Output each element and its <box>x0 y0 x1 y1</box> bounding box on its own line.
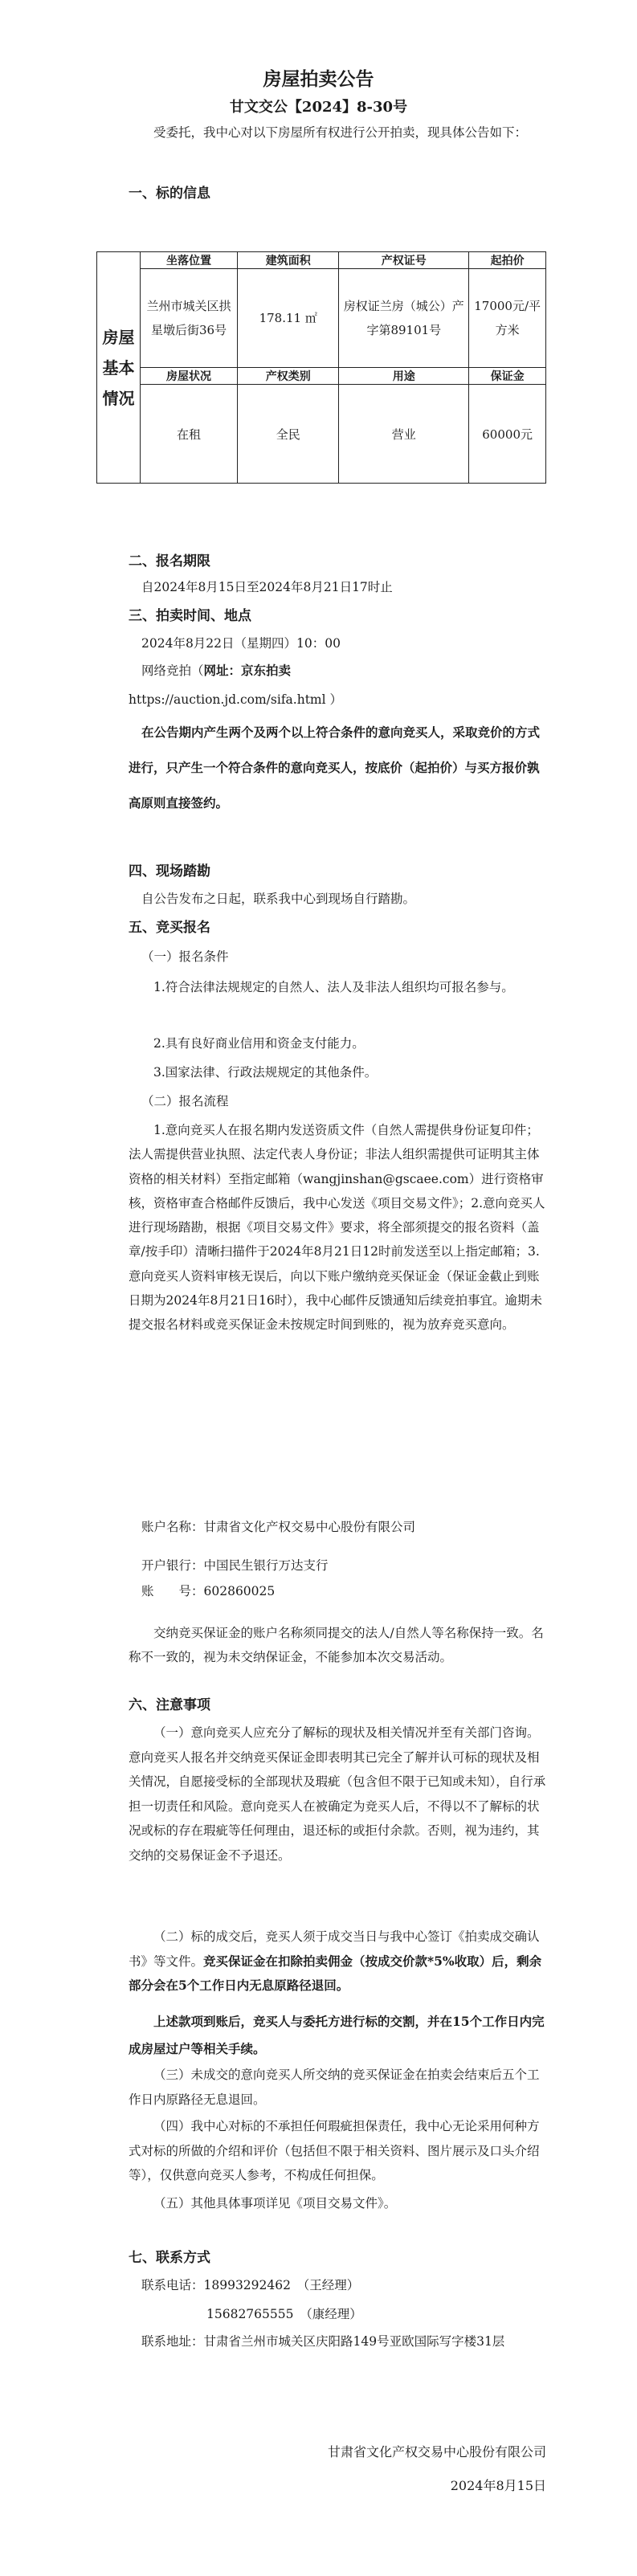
table-cell-start-price: 17000元/平方米 <box>469 269 546 368</box>
announcement-date: 2024年8月15日 <box>450 2478 546 2493</box>
account-note: 交纳竞买保证金的账户名称须同提交的法人/自然人等名称保持一致。名称不一致的，视为未交纳保证金，不能参加本次交易活动。 <box>129 1626 544 1664</box>
notice-5: （五）其他具体事项详见《项目交易文件》。 <box>153 2196 397 2211</box>
table-cell-usage: 营业 <box>339 385 469 484</box>
auction-venue-label: 网络竞拍（ <box>141 663 204 678</box>
table-header-location: 坐落位置 <box>140 252 237 269</box>
contact-phone-1: 联系电话：18993292462 （王经理） <box>141 2278 360 2292</box>
table-header-status: 房屋状况 <box>140 368 237 385</box>
intro-paragraph: 受委托，我中心对以下房屋所有权进行公开拍卖，现具体公告如下： <box>153 125 528 140</box>
table-cell-ownership-type: 全民 <box>238 385 339 484</box>
notice-1: （一）意向竞买人应充分了解标的现状及相关情况并至有关部门咨询。意向竞买人报名并交纳竞买保证金即表明其已完全了解并认可标的现状及相关情况，自愿接受标的全部现状及瑕疵（包含但不限于已知或未知），自行承担一切责任和风险。意向竞买人在被确定为竞买人后，不得以不了解标的状况或标的存在瑕疵等任何理由，退还标的或拒付余款。否则，视为违约，其交纳的交易保证金不予退还。 <box>129 1725 546 1863</box>
condition-1: 1.符合法律法规规定的自然人、法人及非法人组织均可报名参与。 <box>153 980 514 994</box>
account-bank: 开户银行：中国民生银行万达支行 <box>141 1558 329 1573</box>
table-header-deposit: 保证金 <box>469 368 546 385</box>
table-cell-certificate: 房权证兰房（城公）产字第89101号 <box>339 269 469 368</box>
section-6-heading: 六、注意事项 <box>129 1697 210 1713</box>
section-1-heading: 一、标的信息 <box>129 186 210 202</box>
table-header-start-price: 起拍价 <box>469 252 546 269</box>
auction-time: 2024年8月22日（星期四）10：00 <box>141 636 341 651</box>
notice-2-deposit-refund: 竞买保证金在扣除拍卖佣金（按成交价款*5%收取）后，剩余部分会在5个工作日内无息原路径退回。 <box>129 1953 542 1993</box>
site-visit-text: 自公告发布之日起，联系我中心到现场自行踏勘。 <box>141 892 416 906</box>
registration-conditions-heading: （一）报名条件 <box>141 949 229 964</box>
auction-site-name: 网址：京东拍卖 <box>203 663 292 678</box>
bidding-rule-note: 在公告期内产生两个及两个以上符合条件的意向竞买人，采取竞价的方式进行，只产生一个符合条件的意向竞买人，按底价（起拍价）与买方报价孰高原则直接签约。 <box>129 725 541 810</box>
table-cell-deposit: 60000元 <box>469 385 546 484</box>
section-7-heading: 七、联系方式 <box>129 2250 210 2266</box>
auction-venue <box>129 659 546 683</box>
table-header-usage: 用途 <box>339 368 469 385</box>
registration-process-heading: （二）报名流程 <box>141 1094 229 1108</box>
section-5-heading: 五、竞买报名 <box>129 920 210 936</box>
condition-2: 2.具有良好商业信用和资金支付能力。 <box>153 1036 365 1051</box>
condition-3: 3.国家法律、行政法规规定的其他条件。 <box>153 1065 378 1080</box>
registration-process-text: 1.意向竞买人在报名期内发送资质文件（自然人需提供身份证复印件；法人需提供营业执照、法定代表人身份证；非法人组织需提供可证明其主体资格的相关材料）至指定邮箱（wangjinshan@gscaee.com）进行资格审核，资格审查合格邮件反馈后，我中心发送《项目交易文件》；2.意向竞买人进行现场踏勘，根据《项目交易文件》要求，将全部须提交的报名资料（盖章/按手印）清晰扫描件于2024年8月21日12时前发送至以上指定邮箱；3.意向竞买人资料审核无误后，向以下账户缴纳竞买保证金（保证金截止到账日期为2024年8月21日16时），我中心邮件反馈通知后续竞拍事宜。逾期未提交报名材料或竞买保证金未按规定时间到账的，视为放弃竞买意向。 <box>129 1123 545 1333</box>
table-cell-location: 兰州市城关区拱星墩后街36号 <box>140 269 237 368</box>
section-3-heading: 三、拍卖时间、地点 <box>129 608 251 624</box>
section-4-heading: 四、现场踏勘 <box>129 863 210 880</box>
notice-2-text: （二）标的成交后，竞买人须于成交当日与我中心签订《拍卖成交确认书》等文件。 <box>129 1929 540 1969</box>
signer-organization: 甘肃省文化产权交易中心股份有限公司 <box>327 2444 546 2460</box>
account-name: 账户名称：甘肃省文化产权交易中心股份有限公司 <box>141 1520 416 1534</box>
page-title: 房屋拍卖公告 <box>263 69 374 90</box>
registration-period: 自2024年8月15日至2024年8月21日17时止 <box>141 580 393 594</box>
account-number: 账 号：602860025 <box>141 1584 276 1598</box>
property-info-table <box>96 251 546 484</box>
section-2-heading: 二、报名期限 <box>129 553 210 569</box>
contact-phone-2: 15682765555 （康经理） <box>206 2307 362 2321</box>
notice-2 <box>129 1925 546 1998</box>
contact-address: 联系地址：甘肃省兰州市城关区庆阳路149号亚欧国际写字楼31层 <box>141 2334 505 2349</box>
table-header-ownership-type: 产权类别 <box>238 368 339 385</box>
auction-url[interactable]: https://auction.jd.com/sifa.html ） <box>129 692 343 707</box>
table-header-certificate: 产权证号 <box>339 252 469 269</box>
table-header-area: 建筑面积 <box>238 252 339 269</box>
notice-3: （三）未成交的意向竞买人所交纳的竞买保证金在拍卖会结束后五个工作日内原路径无息退回。 <box>129 2068 540 2107</box>
document-number: 甘文交公【2024】8-30号 <box>229 99 408 116</box>
table-cell-area: 178.11 ㎡ <box>238 269 339 368</box>
table-cell-status: 在租 <box>140 385 237 484</box>
notice-4: （四）我中心对标的不承担任何瑕疵担保责任，我中心无论采用何种方式对标的所做的介绍和评价（包括但不限于相关资料、图片展示及口头介绍等），仅供意向竞买人参考，不构成任何担保。 <box>129 2119 540 2182</box>
table-side-label: 房屋基本情况 <box>97 252 141 484</box>
notice-2-transfer: 上述款项到账后，竞买人与委托方进行标的交割，并在15个工作日内完成房屋过户等相关手续。 <box>129 2014 545 2056</box>
